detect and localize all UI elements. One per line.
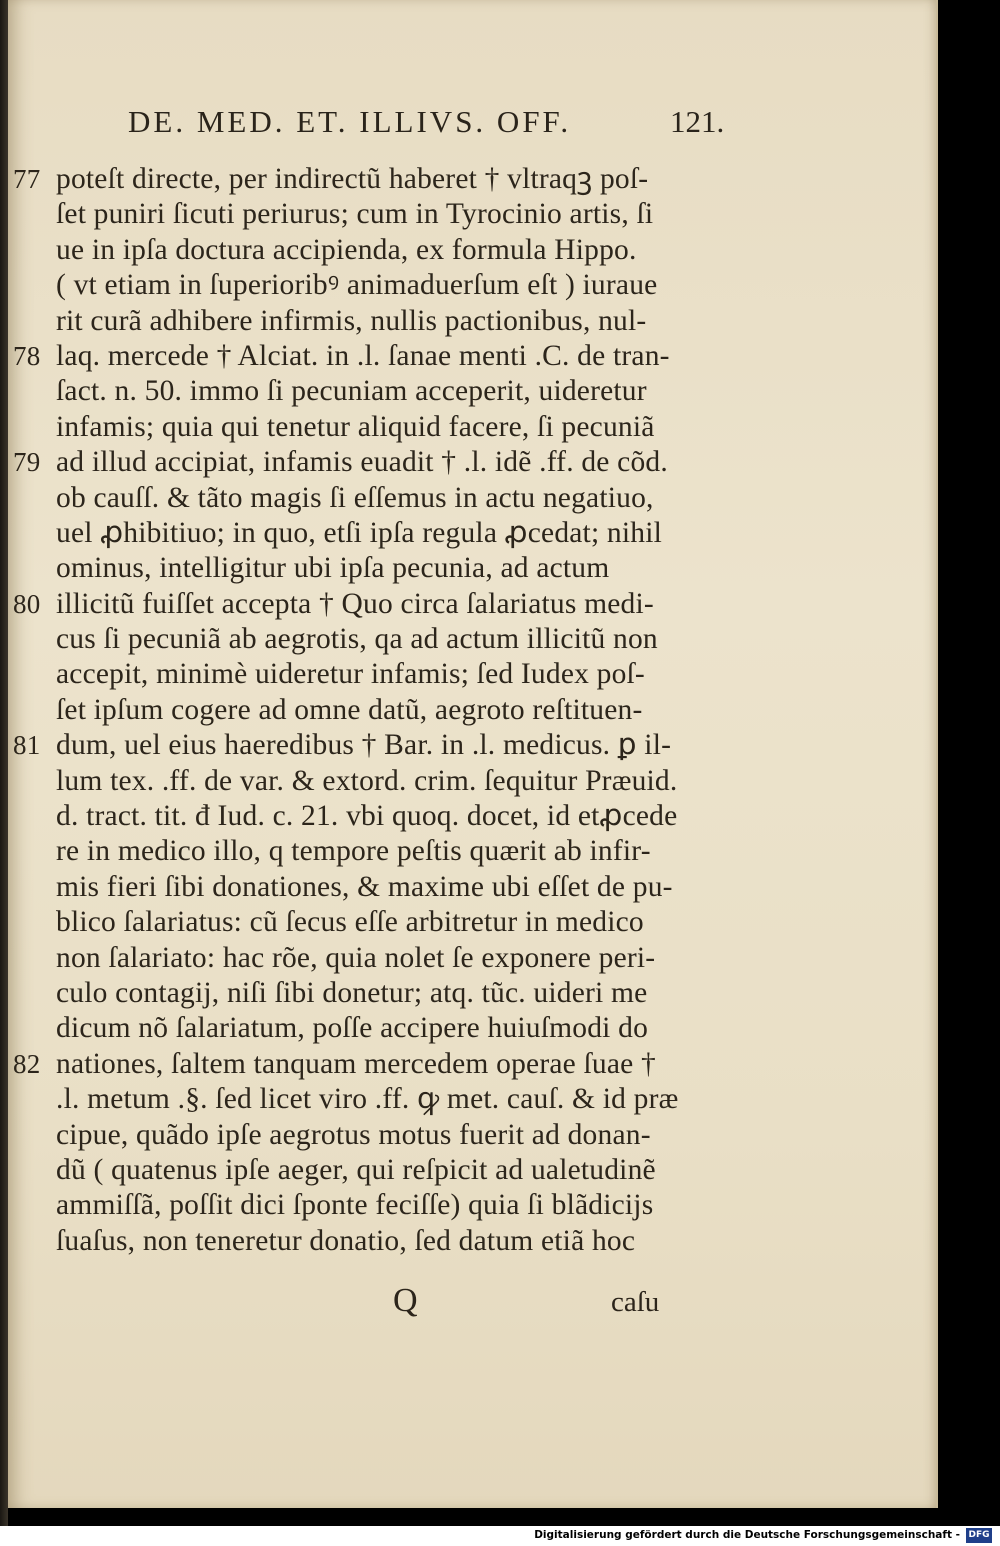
running-title: DE. MED. ET. ILLIVS. OFF.: [128, 104, 572, 139]
text-line: [50, 516, 790, 551]
text-line: [50, 1082, 790, 1117]
text-line: [50, 693, 790, 728]
text-line: [50, 834, 790, 869]
text-line: [50, 1011, 790, 1046]
margin-note-number: 78: [13, 340, 41, 371]
text-line: [50, 622, 790, 657]
line-text: nationes, ſaltem tanquam mercedem operae ſuae †: [56, 1047, 656, 1080]
line-text: ominus, intelligitur ubi ipſa pecunia, ad actum: [56, 552, 610, 585]
line-text: lum tex. .ff. de var. & extord. crim. ſequitur Præuid.: [56, 764, 678, 797]
body-text: [13, 162, 790, 1259]
text-line: [50, 1224, 790, 1259]
dfg-logo-icon: DFG: [966, 1528, 992, 1543]
line-text: ſet ipſum cogere ad omne datũ, aegroto reſtituen-: [56, 693, 643, 726]
margin-note-number: 82: [13, 1048, 41, 1079]
line-text: ad illud accipiat, infamis euadit † .l. idẽ .ff. de cõd.: [56, 446, 668, 479]
text-line: [50, 1118, 790, 1153]
line-text: re in medico illo, q tempore peſtis quærit ab infir-: [56, 835, 651, 868]
line-text: uel ꝓhibitiuo; in quo, etſi ipſa regula ꝓcedat; nihil: [56, 516, 663, 549]
text-line: [50, 1153, 790, 1188]
funding-footer: [0, 1526, 1000, 1546]
line-text: culo contagij, niſi ſibi donetur; atq. tũc. uideri me: [56, 976, 648, 1009]
text-line: [50, 268, 790, 303]
book-gutter: [0, 0, 8, 1526]
margin-note-number: 80: [13, 588, 41, 619]
line-text: mis fieri ſibi donationes, & maxime ubi eſſet de pu-: [56, 870, 673, 903]
text-line: [50, 764, 790, 799]
line-text: dum, uel eius haeredibus † Bar. in .l. medicus. ꝑ il-: [56, 729, 672, 762]
text-line: [50, 941, 790, 976]
text-line: [50, 657, 790, 692]
funding-credit: Digitalisierung gefördert durch die Deutsche Forschungsgemeinschaft -: [534, 1529, 960, 1541]
margin-note-number: 81: [13, 730, 41, 761]
text-line: [13, 162, 790, 197]
line-text: cus ſi pecuniã ab aegrotis, qa ad actum illicitũ non: [56, 623, 658, 656]
text-line: [50, 551, 790, 586]
page-number: 121.: [670, 104, 725, 139]
line-text: ammiſſã, poſſit dici ſponte feciſſe) quia ſi blãdicijs: [56, 1189, 654, 1222]
text-line: [13, 587, 790, 622]
line-text: d. tract. tit. đ Iud. c. 21. vbi quoq. docet, id etꝓcede: [56, 800, 678, 833]
line-text: ſuaſus, non teneretur donatio, ſed datum etiã hoc: [56, 1224, 636, 1257]
line-text: ſet puniri ſicuti periurus; cum in Tyrocinio artis, ſi: [56, 198, 654, 231]
line-text: blico ſalariatus: cũ ſecus eſſe arbitretur in medico: [56, 906, 644, 939]
line-text: dicum nõ ſalariatum, poſſe accipere huiuſmodi do: [56, 1012, 649, 1045]
margin-note-number: 77: [13, 164, 41, 194]
text-line: [13, 339, 790, 374]
line-text: accepit, minimè uideretur infamis; ſed Iudex poſ-: [56, 658, 645, 691]
line-text: laq. mercede † Alciat. in .l. ſanae menti .C. de tran-: [56, 339, 670, 372]
text-line: [50, 481, 790, 516]
line-text: ( vt etiam in ſuperioribꝰ animaduerſum eſt ) iurauе: [56, 269, 658, 302]
line-text: non ſalariato: hac rõe, quia nolet ſe exponere peri-: [56, 941, 656, 974]
text-line: [13, 728, 790, 763]
line-text: rit curã adhibere infirmis, nullis pactionibus, nul-: [56, 304, 647, 337]
text-line: [50, 233, 790, 268]
line-text: illicitũ fuiſſet accepta † Quo circa ſalariatus medi-: [56, 587, 654, 620]
line-text: cipue, quãdo ipſe aegrotus motus fuerit ad donan-: [56, 1118, 651, 1151]
text-line: [50, 304, 790, 339]
text-line: [50, 870, 790, 905]
line-text: ob cauſſ. & tãto magis ſi eſſemus in actu negatiuo,: [56, 481, 654, 514]
text-line: [50, 197, 790, 232]
line-text: dũ ( quatenus ipſe aeger, qui reſpicit ad ualetudinẽ: [56, 1153, 656, 1186]
text-line: [50, 410, 790, 445]
text-line: [50, 1188, 790, 1223]
line-text: ſact. n. 50. immo ſi pecuniam acceperit, uideretur: [56, 375, 647, 408]
text-line: [50, 976, 790, 1011]
text-line: [50, 799, 790, 834]
text-line: [13, 445, 790, 480]
line-text: .l. metum .§. ſed licet viro .ff. ꝙ met. cauſ. & id præ: [56, 1083, 679, 1116]
page-foot: [393, 1282, 713, 1322]
line-text: ue in ipſa doctura accipienda, ex formula Hippo.: [56, 233, 637, 266]
line-text: infamis; quia qui tenetur aliquid facere, ſi pecuniã: [56, 410, 655, 443]
text-line: [50, 905, 790, 940]
catchword: caſu: [611, 1286, 660, 1318]
text-line: [13, 1047, 790, 1082]
text-line: [50, 374, 790, 409]
line-text: poteſt directe, per indirectũ haberet † vltraqꝫ poſ-: [56, 163, 649, 195]
signature-mark: Q: [393, 1282, 418, 1319]
book-page: [8, 0, 938, 1508]
margin-note-number: 79: [13, 447, 41, 478]
